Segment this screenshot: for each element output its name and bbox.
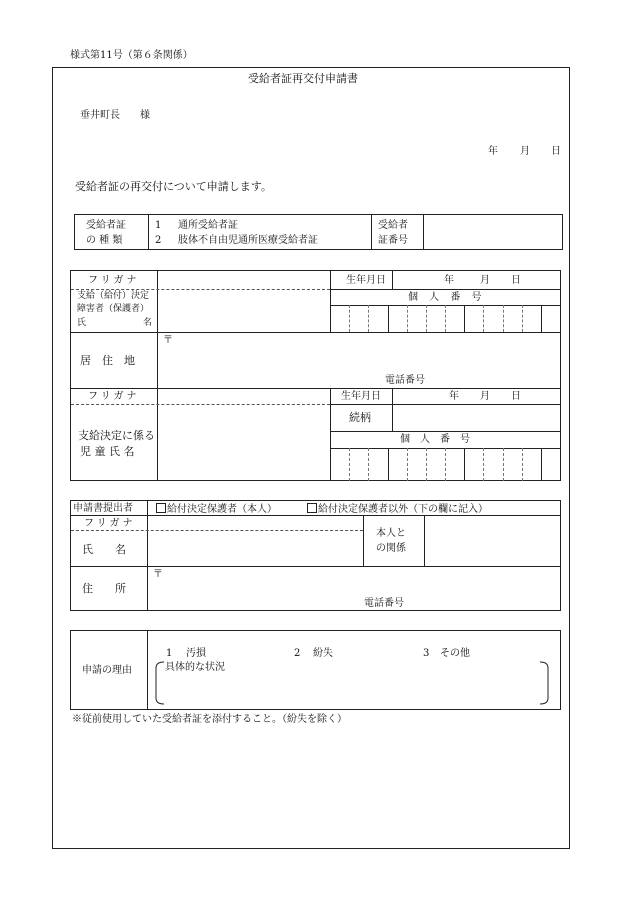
child-birth-year: 年 bbox=[449, 391, 459, 402]
reason-option-1-num: 1 bbox=[166, 648, 173, 659]
applicant-furigana-field[interactable] bbox=[148, 516, 362, 529]
guardian-phone-label: 電話番号 bbox=[385, 375, 425, 386]
guardian-address-label: 居 住 地 bbox=[80, 354, 135, 367]
applicant-address-label: 住 所 bbox=[82, 582, 126, 595]
child-relation-field[interactable] bbox=[393, 405, 560, 430]
cert-option-2[interactable]: 肢体不自由児通所医療受給者証 bbox=[178, 235, 318, 246]
guardian-address-field[interactable] bbox=[158, 333, 560, 387]
date-month-label: 月 bbox=[520, 146, 530, 157]
applicant-name-label: 氏 名 bbox=[82, 543, 126, 556]
applicant-option-2[interactable] bbox=[307, 503, 488, 515]
child-birth-label: 生年月日 bbox=[341, 391, 381, 402]
guardian-birth-label: 生年月日 bbox=[346, 275, 386, 286]
guardian-name-shi: 氏 bbox=[77, 318, 87, 328]
cert-option-1-num: 1 bbox=[155, 220, 162, 231]
guardian-name-label-1: 支給（給付）決定 bbox=[77, 291, 150, 301]
reason-detail-label: 具体的な状況 bbox=[165, 662, 225, 673]
child-birth-month: 月 bbox=[480, 391, 490, 402]
applicant-label: 申請書提出者 bbox=[73, 503, 133, 514]
cert-option-2-num: 2 bbox=[155, 235, 162, 246]
applicant-option-1-checkbox[interactable] bbox=[156, 503, 166, 513]
reason-option-2[interactable]: 紛失 bbox=[313, 648, 333, 659]
cert-number-label-1: 受給者 bbox=[378, 220, 408, 231]
child-furigana-field[interactable] bbox=[158, 389, 329, 403]
guardian-individual-number-label: 個 人 番 号 bbox=[408, 292, 486, 303]
guardian-birth-year: 年 bbox=[444, 275, 454, 286]
reason-option-3-num: 3 bbox=[423, 648, 430, 659]
guardian-furigana-field[interactable] bbox=[158, 271, 329, 288]
child-name-field[interactable] bbox=[158, 405, 329, 480]
guardian-name-label-2: 障害者（保護者） bbox=[77, 304, 150, 314]
applicant-option-1[interactable] bbox=[156, 503, 277, 515]
applicant-relation-field[interactable] bbox=[425, 516, 560, 565]
guardian-postal-mark: 〒 bbox=[163, 335, 173, 346]
applicant-postal-mark: 〒 bbox=[153, 569, 163, 580]
applicant-address-field[interactable] bbox=[148, 567, 560, 610]
applicant-relation-label-2: の関係 bbox=[376, 543, 406, 554]
applicant-option-2-checkbox[interactable] bbox=[307, 503, 317, 513]
guardian-furigana-label: フリガナ bbox=[88, 275, 140, 286]
cert-type-label-1: 受給者証 bbox=[86, 220, 126, 231]
child-furigana-label: フリガナ bbox=[88, 391, 140, 402]
reason-detail-field[interactable] bbox=[160, 676, 540, 702]
reason-option-1[interactable]: 汚損 bbox=[186, 648, 206, 659]
reason-option-3[interactable]: その他 bbox=[440, 648, 470, 659]
cert-number-label-2: 証番号 bbox=[378, 235, 408, 246]
guardian-birth-month: 月 bbox=[480, 275, 490, 286]
cert-type-label-2: の 種 類 bbox=[86, 235, 123, 246]
reason-option-2-num: 2 bbox=[294, 648, 301, 659]
footnote: ※従前使用していた受給者証を添付すること。（紛失を除く） bbox=[72, 714, 347, 725]
cert-number-field[interactable] bbox=[424, 215, 562, 249]
child-name-label-1: 支給決定に係る bbox=[78, 429, 155, 442]
guardian-birth-day: 日 bbox=[511, 275, 521, 286]
cert-option-1[interactable]: 通所受給者証 bbox=[178, 220, 238, 231]
child-relation-label: 続柄 bbox=[349, 411, 371, 424]
intro-text: 受給者証の再交付について申請します。 bbox=[75, 180, 272, 193]
addressee: 垂井町長 様 bbox=[80, 110, 150, 121]
applicant-furigana-label: フリガナ bbox=[84, 518, 136, 529]
child-birth-day: 日 bbox=[511, 391, 521, 402]
form-number: 様式第11号（第６条関係） bbox=[70, 50, 193, 61]
guardian-name-field[interactable] bbox=[158, 290, 329, 331]
applicant-option-1-label: 給付決定保護者（本人） bbox=[167, 504, 277, 515]
applicant-relation-label-1: 本人と bbox=[376, 528, 406, 539]
reason-label: 申請の理由 bbox=[82, 665, 132, 676]
applicant-phone-label: 電話番号 bbox=[364, 598, 404, 609]
date-year-label: 年 bbox=[488, 146, 498, 157]
applicant-name-field[interactable] bbox=[148, 531, 362, 565]
right-bracket bbox=[540, 662, 548, 704]
form-title: 受給者証再交付申請書 bbox=[248, 72, 358, 85]
child-name-label-2: 児 童 氏 名 bbox=[80, 445, 135, 458]
child-individual-number-label: 個 人 番 号 bbox=[400, 434, 470, 445]
date-day-label: 日 bbox=[551, 146, 561, 157]
applicant-option-2-label: 給付決定保護者以外（下の欄に記入） bbox=[318, 504, 488, 515]
guardian-name-mei: 名 bbox=[143, 318, 153, 328]
